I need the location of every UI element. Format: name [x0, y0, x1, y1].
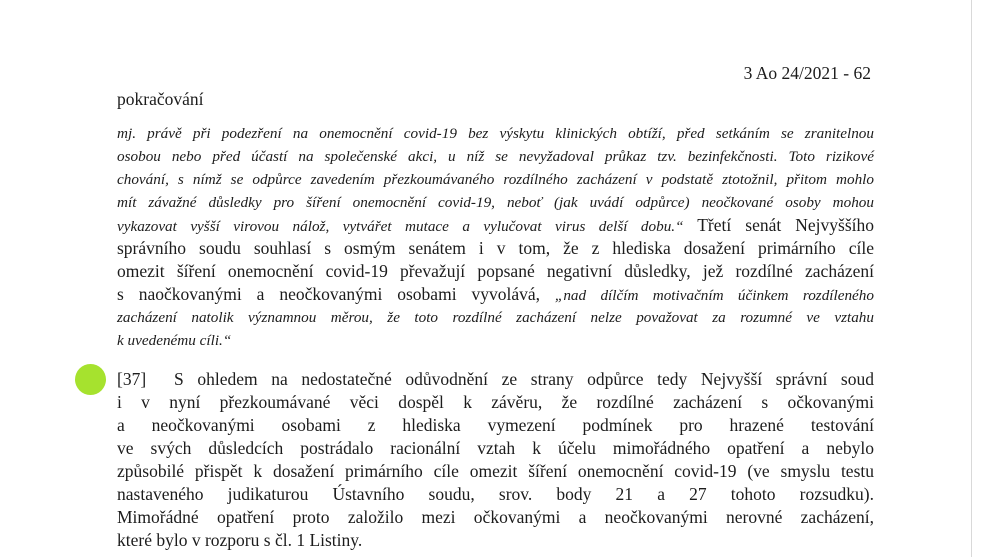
highlight-marker-dot [75, 364, 106, 395]
mixed-line-5 [117, 214, 874, 237]
para37-line-6: nastaveného judikaturou Ústavního soudu, srov. body 21 a 27 tohoto rozsudku). [117, 484, 874, 504]
quote-end: vykazovat vyšší virovou nálož, vytvářet mutace a vylučovat virus delší dobu.“ [117, 218, 684, 235]
quote-line-10: k uvedenému cíli.“ [117, 332, 232, 349]
para37-line-4: ve svých důsledcích postrádalo racionální vztah k účelu mimořádného opatření a nebylo [117, 438, 874, 458]
paragraph-number: [37] [117, 369, 147, 389]
body-segment: s naočkovanými a neočkovanými osobami vyvolává, [117, 284, 555, 304]
continuation-label: pokračování [117, 89, 204, 109]
quote-line-2: osobou nebo před účastí na společenské akci, u níž se nevyžadoval průkaz tzv. bezinfekčnosti. Toto rizikové [117, 148, 874, 165]
quote-line-9: zacházení natolik významnou měrou, že toto rozdílné zacházení nelze považovat za rozumné ve vztahu [117, 309, 874, 326]
body-line-6: správního soudu souhlasí s osmým senátem i v tom, že z hlediska dosažení primárního cíle [117, 238, 874, 258]
mixed-line-8 [117, 283, 874, 306]
quote-start: „nad dílčím motivačním účinkem rozdíleného [554, 287, 874, 304]
para37-line-3: a neočkovanými osobami z hlediska vymezení podmínek pro hrazené testování [117, 415, 874, 435]
paragraph-37 [117, 368, 874, 552]
body-line-7: omezit šíření onemocnění covid-19 převažují popsané negativní důsledky, jež rozdílné zacházení [117, 261, 874, 281]
body-start: Třetí senát Nejvyššího [683, 215, 874, 235]
para37-line-1-text: S ohledem na nedostatečné odůvodnění ze strany odpůrce tedy Nejvyšší správní soud [174, 369, 874, 389]
quote-line-3: chování, s nímž se odpůrce zavedením přezkoumávaného rozdílného zacházení v podstatě ztotožnil, přitom mohlo [117, 171, 874, 188]
para37-line-7: Mimořádné opatření proto založilo mezi očkovanými a neočkovanými nerovné zacházení, [117, 507, 874, 527]
quote-line-4: mít závažné důsledky pro šíření onemocnění covid-19, neboť (jak uvádí odpůrce) neočkované osoby mohou [117, 194, 874, 211]
para37-line-5: způsobilé přispět k dosažení primárního cíle omezit šíření onemocnění covid-19 (ve smyslu testu [117, 461, 874, 481]
document-reference: 3 Ao 24/2021 - 62 [743, 63, 871, 83]
page-edge-divider [971, 0, 972, 557]
para37-line-1 [117, 368, 874, 391]
quote-line-1: mj. právě při podezření na onemocnění covid-19 bez výskytu klinických obtíží, před setkáním se zranitelnou [117, 125, 874, 142]
para37-line-2: i v nyní přezkoumávané věci dospěl k závěru, že rozdílné zacházení s očkovanými [117, 392, 874, 412]
para37-line-8: které bylo v rozporu s čl. 1 Listiny. [117, 530, 363, 550]
paragraph-36-continuation [117, 122, 874, 352]
